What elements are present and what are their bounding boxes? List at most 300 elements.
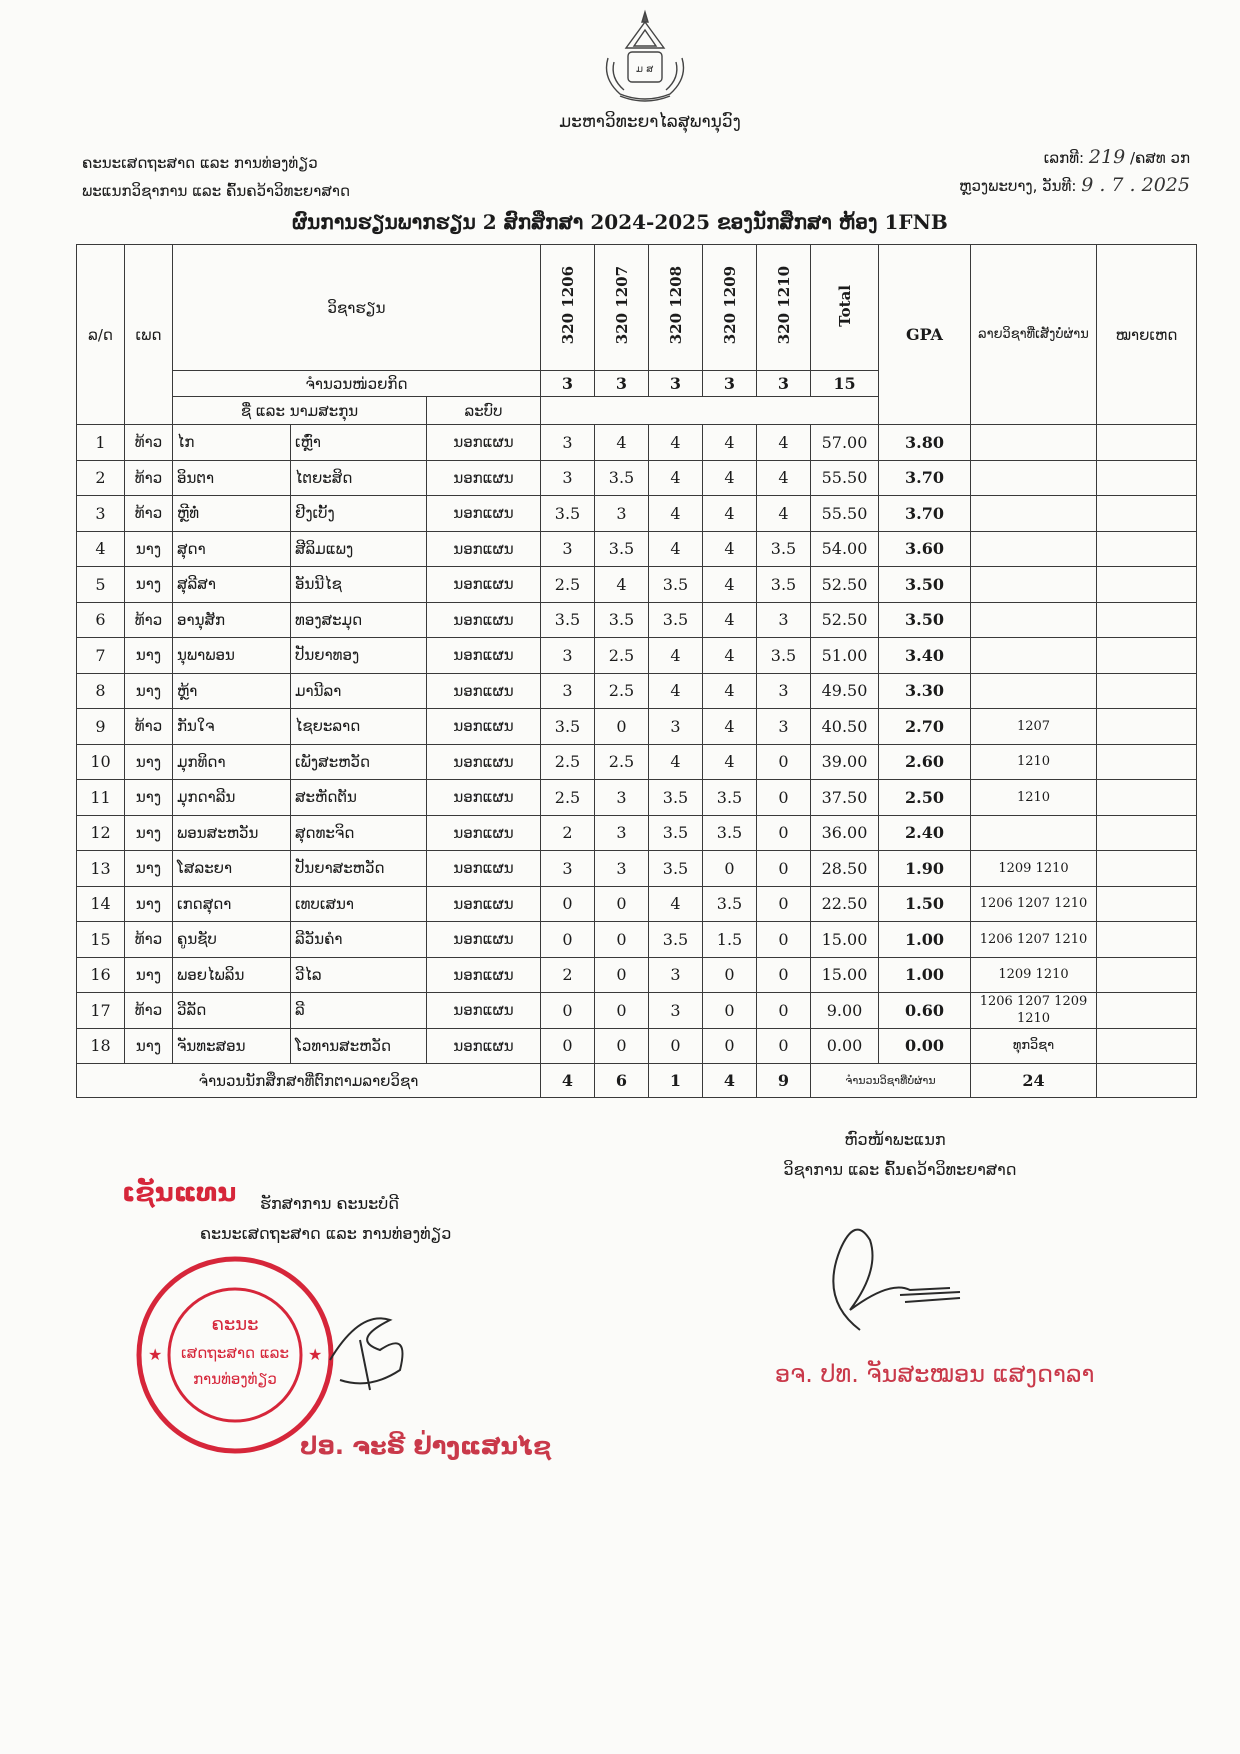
table-row bbox=[77, 815, 1197, 851]
row-grade-4: 4 bbox=[703, 496, 757, 532]
header-blank bbox=[541, 397, 879, 425]
footer-count-4: 4 bbox=[703, 1064, 757, 1098]
row-no: 6 bbox=[77, 602, 125, 638]
row-total: 15.00 bbox=[811, 957, 879, 993]
row-failed-subjects: 1210 bbox=[971, 780, 1097, 816]
row-grade-3: 3 bbox=[649, 957, 703, 993]
row-sex: ທ້າວ bbox=[125, 496, 173, 532]
row-first-name: ໂສລະຍາ bbox=[173, 851, 291, 887]
row-system: ນອກແຜນ bbox=[427, 531, 541, 567]
left-signature bbox=[320, 1300, 430, 1400]
row-remark bbox=[1097, 744, 1197, 780]
row-no: 10 bbox=[77, 744, 125, 780]
university-emblem bbox=[590, 8, 700, 108]
row-sex: ນາງ bbox=[125, 567, 173, 603]
row-grade-2: 3.5 bbox=[595, 602, 649, 638]
row-total: 51.00 bbox=[811, 638, 879, 674]
table-row bbox=[77, 886, 1197, 922]
row-first-name: ມຸກທິດາ bbox=[173, 744, 291, 780]
subject-code-2 bbox=[595, 245, 649, 371]
row-grade-1: 3 bbox=[541, 460, 595, 496]
footer-failed-total: 24 bbox=[971, 1064, 1097, 1098]
credit-total: 15 bbox=[811, 371, 879, 397]
row-grade-5: 3 bbox=[757, 673, 811, 709]
header-total-text: Total bbox=[835, 284, 854, 327]
date-value: 9 . 7 . 2025 bbox=[1081, 174, 1190, 196]
row-last-name: ສະຫັດຕັນ bbox=[291, 780, 427, 816]
row-no: 8 bbox=[77, 673, 125, 709]
table-row bbox=[77, 638, 1197, 674]
row-first-name: ນຸພາພອນ bbox=[173, 638, 291, 674]
row-grade-5: 0 bbox=[757, 957, 811, 993]
right-signature bbox=[810, 1210, 1000, 1340]
row-grade-5: 0 bbox=[757, 815, 811, 851]
row-grade-5: 4 bbox=[757, 496, 811, 532]
row-total: 54.00 bbox=[811, 531, 879, 567]
row-remark bbox=[1097, 815, 1197, 851]
row-remark bbox=[1097, 567, 1197, 603]
row-failed-subjects bbox=[971, 602, 1097, 638]
row-last-name: ມານີລາ bbox=[291, 673, 427, 709]
subject-code-1 bbox=[541, 245, 595, 371]
header-failed-subjects: ລາຍວິຊາທີ່ເສັງບໍ່ຜ່ານ bbox=[971, 245, 1097, 425]
subject-code-5-text: 320 1210 bbox=[774, 266, 793, 345]
table-row bbox=[77, 567, 1197, 603]
row-first-name: ພອນສະຫວັນ bbox=[173, 815, 291, 851]
row-no: 17 bbox=[77, 993, 125, 1029]
row-grade-1: 2.5 bbox=[541, 744, 595, 780]
row-failed-subjects bbox=[971, 496, 1097, 532]
credit-5: 3 bbox=[757, 371, 811, 397]
row-no: 16 bbox=[77, 957, 125, 993]
row-grade-1: 3.5 bbox=[541, 709, 595, 745]
row-grade-3: 4 bbox=[649, 744, 703, 780]
svg-text:★: ★ bbox=[308, 1345, 323, 1364]
row-grade-4: 0 bbox=[703, 1028, 757, 1064]
row-gpa: 3.70 bbox=[879, 460, 971, 496]
row-first-name: ພອຍໄພລິນ bbox=[173, 957, 291, 993]
header-subject: ວິຊາຮຽນ bbox=[173, 245, 541, 371]
table-row bbox=[77, 851, 1197, 887]
row-grade-1: 0 bbox=[541, 886, 595, 922]
row-grade-1: 3 bbox=[541, 638, 595, 674]
row-grade-1: 2 bbox=[541, 815, 595, 851]
row-system: ນອກແຜນ bbox=[427, 567, 541, 603]
row-sex: ທ້າວ bbox=[125, 993, 173, 1029]
row-grade-3: 4 bbox=[649, 673, 703, 709]
emblem-letters: ມ ສ bbox=[636, 64, 654, 75]
row-sex: ນາງ bbox=[125, 744, 173, 780]
row-system: ນອກແຜນ bbox=[427, 602, 541, 638]
row-first-name: ສຸດາ bbox=[173, 531, 291, 567]
row-remark bbox=[1097, 460, 1197, 496]
right-signatory-name: ອຈ. ປທ. ຈັນສະໝອນ ແສງດາລາ bbox=[775, 1360, 1095, 1388]
left-signatory-name: ປອ. ຈະຣີ ຢ່າງແສນໄຊ bbox=[300, 1432, 552, 1460]
row-grade-2: 3 bbox=[595, 851, 649, 887]
row-last-name: ເພັງສະຫວັດ bbox=[291, 744, 427, 780]
row-gpa: 3.60 bbox=[879, 531, 971, 567]
row-no: 3 bbox=[77, 496, 125, 532]
row-failed-subjects bbox=[971, 673, 1097, 709]
row-grade-2: 3.5 bbox=[595, 531, 649, 567]
row-last-name: ທອງສະມຸດ bbox=[291, 602, 427, 638]
credit-4: 3 bbox=[703, 371, 757, 397]
row-remark bbox=[1097, 851, 1197, 887]
row-last-name: ໄຊຍະລາດ bbox=[291, 709, 427, 745]
table-row bbox=[77, 496, 1197, 532]
row-first-name: ຫຼີທໍ່ bbox=[173, 496, 291, 532]
table-row bbox=[77, 460, 1197, 496]
row-system: ນອກແຜນ bbox=[427, 638, 541, 674]
row-gpa: 3.70 bbox=[879, 496, 971, 532]
row-grade-3: 3.5 bbox=[649, 602, 703, 638]
row-first-name: ກັນໃຈ bbox=[173, 709, 291, 745]
row-total: 28.50 bbox=[811, 851, 879, 887]
row-grade-1: 0 bbox=[541, 993, 595, 1029]
row-last-name: ອັນນີໄຊ bbox=[291, 567, 427, 603]
row-system: ນອກແຜນ bbox=[427, 460, 541, 496]
document-title: ຜົນການຮຽນພາກຮຽນ 2 ສົກສຶກສາ 2024-2025 ຂອງນັກສຶກສາ ຫ້ອງ 1FNB bbox=[292, 210, 948, 234]
row-total: 52.50 bbox=[811, 602, 879, 638]
row-gpa: 3.80 bbox=[879, 425, 971, 461]
row-grade-3: 3.5 bbox=[649, 815, 703, 851]
row-gpa: 1.00 bbox=[879, 922, 971, 958]
row-no: 18 bbox=[77, 1028, 125, 1064]
svg-text:ເສດຖະສາດ ແລະ: ເສດຖະສາດ ແລະ bbox=[181, 1344, 289, 1362]
row-system: ນອກແຜນ bbox=[427, 851, 541, 887]
row-grade-3: 0 bbox=[649, 1028, 703, 1064]
table-row bbox=[77, 709, 1197, 745]
row-gpa: 2.50 bbox=[879, 780, 971, 816]
row-sex: ນາງ bbox=[125, 780, 173, 816]
row-sex: ນາງ bbox=[125, 1028, 173, 1064]
row-last-name: ໂວທານສະຫວັດ bbox=[291, 1028, 427, 1064]
row-grade-1: 0 bbox=[541, 922, 595, 958]
svg-text:ຄະນະ: ຄະນະ bbox=[211, 1314, 259, 1335]
row-grade-1: 3 bbox=[541, 851, 595, 887]
row-sex: ນາງ bbox=[125, 886, 173, 922]
row-first-name: ຫຼ້າ bbox=[173, 673, 291, 709]
row-grade-1: 2.5 bbox=[541, 780, 595, 816]
row-grade-1: 3.5 bbox=[541, 496, 595, 532]
row-gpa: 0.60 bbox=[879, 993, 971, 1029]
row-grade-2: 0 bbox=[595, 922, 649, 958]
row-gpa: 0.00 bbox=[879, 1028, 971, 1064]
row-remark bbox=[1097, 496, 1197, 532]
row-gpa: 3.40 bbox=[879, 638, 971, 674]
row-grade-5: 3.5 bbox=[757, 531, 811, 567]
row-remark bbox=[1097, 957, 1197, 993]
row-remark bbox=[1097, 673, 1197, 709]
footer-failed-label: ຈຳນວນວິຊາທີ່ບໍ່ຜ່ານ bbox=[811, 1064, 971, 1098]
row-grade-2: 2.5 bbox=[595, 744, 649, 780]
header-no: ລ/ດ bbox=[77, 245, 125, 425]
row-no: 13 bbox=[77, 851, 125, 887]
subject-code-1-text: 320 1206 bbox=[558, 266, 577, 345]
header-name: ຊື່ ແລະ ນາມສະກຸນ bbox=[173, 397, 427, 425]
footer-count-1: 4 bbox=[541, 1064, 595, 1098]
row-no: 9 bbox=[77, 709, 125, 745]
row-grade-1: 3 bbox=[541, 425, 595, 461]
row-grade-3: 3.5 bbox=[649, 780, 703, 816]
table-row bbox=[77, 425, 1197, 461]
row-grade-5: 0 bbox=[757, 886, 811, 922]
row-failed-subjects: 1206 1207 1210 bbox=[971, 922, 1097, 958]
row-grade-1: 2.5 bbox=[541, 567, 595, 603]
row-no: 4 bbox=[77, 531, 125, 567]
row-remark bbox=[1097, 531, 1197, 567]
document-date bbox=[959, 174, 1190, 196]
row-grade-5: 0 bbox=[757, 1028, 811, 1064]
table-row bbox=[77, 993, 1197, 1029]
row-remark bbox=[1097, 709, 1197, 745]
row-grade-4: 4 bbox=[703, 673, 757, 709]
row-sex: ທ້າວ bbox=[125, 460, 173, 496]
row-total: 52.50 bbox=[811, 567, 879, 603]
row-grade-4: 3.5 bbox=[703, 815, 757, 851]
row-grade-4: 4 bbox=[703, 425, 757, 461]
row-grade-5: 0 bbox=[757, 922, 811, 958]
row-gpa: 3.30 bbox=[879, 673, 971, 709]
row-sex: ນາງ bbox=[125, 638, 173, 674]
row-grade-5: 3.5 bbox=[757, 567, 811, 603]
table-row bbox=[77, 602, 1197, 638]
row-failed-subjects bbox=[971, 460, 1097, 496]
credit-3: 3 bbox=[649, 371, 703, 397]
row-grade-2: 3 bbox=[595, 815, 649, 851]
row-no: 15 bbox=[77, 922, 125, 958]
row-sex: ທ້າວ bbox=[125, 709, 173, 745]
row-gpa: 2.70 bbox=[879, 709, 971, 745]
row-no: 14 bbox=[77, 886, 125, 922]
row-remark bbox=[1097, 886, 1197, 922]
row-first-name: ເກດສຸດາ bbox=[173, 886, 291, 922]
row-grade-4: 3.5 bbox=[703, 886, 757, 922]
row-grade-5: 3 bbox=[757, 602, 811, 638]
subject-code-2-text: 320 1207 bbox=[612, 266, 631, 345]
on-behalf-label: ເຊັນແທນ bbox=[122, 1178, 237, 1208]
row-first-name: ໄກ bbox=[173, 425, 291, 461]
row-sex: ທ້າວ bbox=[125, 602, 173, 638]
row-system: ນອກແຜນ bbox=[427, 496, 541, 532]
row-system: ນອກແຜນ bbox=[427, 709, 541, 745]
row-grade-1: 3 bbox=[541, 673, 595, 709]
row-total: 49.50 bbox=[811, 673, 879, 709]
row-system: ນອກແຜນ bbox=[427, 922, 541, 958]
row-grade-2: 4 bbox=[595, 425, 649, 461]
row-first-name: ວີລັດ bbox=[173, 993, 291, 1029]
row-total: 55.50 bbox=[811, 460, 879, 496]
row-last-name: ຢີງເບັ້ງ bbox=[291, 496, 427, 532]
subject-code-4 bbox=[703, 245, 757, 371]
row-remark bbox=[1097, 638, 1197, 674]
university-name: ມະຫາວິທະຍາໄລສຸພານຸວົງ bbox=[559, 112, 741, 132]
row-grade-3: 3 bbox=[649, 709, 703, 745]
row-last-name: ສຸດທະຈິດ bbox=[291, 815, 427, 851]
department-name: ພະແນກວິຊາການ ແລະ ຄົ້ນຄວ້າວິທະຍາສາດ bbox=[82, 182, 351, 200]
row-system: ນອກແຜນ bbox=[427, 744, 541, 780]
row-gpa: 1.50 bbox=[879, 886, 971, 922]
row-gpa: 2.60 bbox=[879, 744, 971, 780]
row-grade-3: 4 bbox=[649, 886, 703, 922]
row-grade-3: 3 bbox=[649, 993, 703, 1029]
row-failed-subjects: 1209 1210 bbox=[971, 957, 1097, 993]
row-grade-5: 0 bbox=[757, 744, 811, 780]
row-total: 40.50 bbox=[811, 709, 879, 745]
row-grade-5: 3 bbox=[757, 709, 811, 745]
row-grade-2: 3 bbox=[595, 780, 649, 816]
row-grade-4: 4 bbox=[703, 531, 757, 567]
table-row bbox=[77, 673, 1197, 709]
row-first-name: ມຸກດາລີນ bbox=[173, 780, 291, 816]
footer-count-5: 9 bbox=[757, 1064, 811, 1098]
row-last-name: ປັນຍາທອງ bbox=[291, 638, 427, 674]
row-grade-5: 0 bbox=[757, 993, 811, 1029]
credit-2: 3 bbox=[595, 371, 649, 397]
subject-code-4-text: 320 1209 bbox=[720, 266, 739, 345]
row-sex: ນາງ bbox=[125, 851, 173, 887]
row-grade-2: 3.5 bbox=[595, 460, 649, 496]
row-no: 2 bbox=[77, 460, 125, 496]
row-grade-3: 3.5 bbox=[649, 922, 703, 958]
row-grade-2: 0 bbox=[595, 886, 649, 922]
row-sex: ທ້າວ bbox=[125, 922, 173, 958]
row-system: ນອກແຜນ bbox=[427, 886, 541, 922]
row-grade-3: 4 bbox=[649, 531, 703, 567]
row-grade-2: 2.5 bbox=[595, 638, 649, 674]
row-grade-2: 4 bbox=[595, 567, 649, 603]
number-value: 219 bbox=[1088, 146, 1126, 168]
row-grade-5: 4 bbox=[757, 460, 811, 496]
left-signatory-title: ຮັກສາການ ຄະນະບໍດີ bbox=[260, 1194, 400, 1213]
row-remark bbox=[1097, 993, 1197, 1029]
row-system: ນອກແຜນ bbox=[427, 1028, 541, 1064]
row-total: 57.00 bbox=[811, 425, 879, 461]
row-total: 36.00 bbox=[811, 815, 879, 851]
row-no: 7 bbox=[77, 638, 125, 674]
row-system: ນອກແຜນ bbox=[427, 780, 541, 816]
credit-1: 3 bbox=[541, 371, 595, 397]
table-row bbox=[77, 531, 1197, 567]
credits-label: ຈຳນວນໜ່ວຍກິດ bbox=[173, 371, 541, 397]
left-signatory-faculty: ຄະນະເສດຖະສາດ ແລະ ການທ່ອງທ່ຽວ bbox=[200, 1224, 452, 1243]
subject-code-3 bbox=[649, 245, 703, 371]
row-grade-2: 0 bbox=[595, 993, 649, 1029]
document-number bbox=[1044, 146, 1190, 168]
row-grade-3: 4 bbox=[649, 638, 703, 674]
row-first-name: ສຸລີສາ bbox=[173, 567, 291, 603]
faculty-name: ຄະນະເສດຖະສາດ ແລະ ການທ່ອງທ່ຽວ bbox=[82, 154, 318, 172]
row-grade-2: 3 bbox=[595, 496, 649, 532]
row-sex: ນາງ bbox=[125, 957, 173, 993]
row-no: 5 bbox=[77, 567, 125, 603]
row-remark bbox=[1097, 1028, 1197, 1064]
table-row bbox=[77, 1028, 1197, 1064]
row-failed-subjects: 1206 1207 1210 bbox=[971, 886, 1097, 922]
row-failed-subjects bbox=[971, 425, 1097, 461]
row-failed-subjects: 1206 1207 1209 1210 bbox=[971, 993, 1097, 1029]
row-failed-subjects: ທຸກວິຊາ bbox=[971, 1028, 1097, 1064]
row-grade-4: 4 bbox=[703, 602, 757, 638]
grades-table bbox=[76, 244, 1197, 1098]
row-total: 0.00 bbox=[811, 1028, 879, 1064]
row-sex: ນາງ bbox=[125, 815, 173, 851]
row-remark bbox=[1097, 922, 1197, 958]
row-grade-5: 3.5 bbox=[757, 638, 811, 674]
row-grade-4: 0 bbox=[703, 851, 757, 887]
row-grade-1: 2 bbox=[541, 957, 595, 993]
row-grade-3: 4 bbox=[649, 460, 703, 496]
row-total: 9.00 bbox=[811, 993, 879, 1029]
row-remark bbox=[1097, 602, 1197, 638]
footer-count-3: 1 bbox=[649, 1064, 703, 1098]
row-total: 55.50 bbox=[811, 496, 879, 532]
row-first-name: ຄູນຊັບ bbox=[173, 922, 291, 958]
grade-rows bbox=[77, 425, 1197, 1064]
row-last-name: ລີ bbox=[291, 993, 427, 1029]
row-remark bbox=[1097, 780, 1197, 816]
header-sex: ເພດ bbox=[125, 245, 173, 425]
footer-label: ຈຳນວນນັກສຶກສາທີ່ຕົກຕາມລາຍວິຊາ bbox=[77, 1064, 541, 1098]
table-row bbox=[77, 744, 1197, 780]
row-grade-2: 2.5 bbox=[595, 673, 649, 709]
right-signatory-dept: ວິຊາການ ແລະ ຄົ້ນຄວ້າວິທະຍາສາດ bbox=[783, 1160, 1017, 1179]
header-system: ລະບົບ bbox=[427, 397, 541, 425]
row-gpa: 3.50 bbox=[879, 602, 971, 638]
row-total: 22.50 bbox=[811, 886, 879, 922]
row-grade-1: 3 bbox=[541, 531, 595, 567]
footer-count-2: 6 bbox=[595, 1064, 649, 1098]
row-grade-3: 4 bbox=[649, 496, 703, 532]
row-last-name: ປັນຍາສະຫວັດ bbox=[291, 851, 427, 887]
header-remark: ໝາຍເຫດ bbox=[1097, 245, 1197, 425]
row-first-name: ອິນຕາ bbox=[173, 460, 291, 496]
row-sex: ທ້າວ bbox=[125, 425, 173, 461]
row-total: 37.50 bbox=[811, 780, 879, 816]
row-grade-5: 0 bbox=[757, 780, 811, 816]
row-grade-4: 4 bbox=[703, 709, 757, 745]
row-last-name: ວີໄລ bbox=[291, 957, 427, 993]
row-grade-1: 3.5 bbox=[541, 602, 595, 638]
row-failed-subjects bbox=[971, 815, 1097, 851]
row-last-name: ໄຕຍະສິດ bbox=[291, 460, 427, 496]
number-suffix: /ຄສທ ວກ bbox=[1129, 149, 1190, 167]
row-gpa: 1.90 bbox=[879, 851, 971, 887]
row-last-name: ເຫຼົ່າ bbox=[291, 425, 427, 461]
row-grade-2: 0 bbox=[595, 709, 649, 745]
row-sex: ນາງ bbox=[125, 531, 173, 567]
row-system: ນອກແຜນ bbox=[427, 957, 541, 993]
row-last-name: ສີລິມແພງ bbox=[291, 531, 427, 567]
row-total: 15.00 bbox=[811, 922, 879, 958]
row-grade-4: 4 bbox=[703, 744, 757, 780]
table-row bbox=[77, 780, 1197, 816]
row-grade-2: 0 bbox=[595, 1028, 649, 1064]
right-signatory-title: ຫົວໜ້າພະແນກ bbox=[844, 1130, 946, 1149]
row-grade-4: 4 bbox=[703, 460, 757, 496]
row-grade-4: 0 bbox=[703, 957, 757, 993]
row-system: ນອກແຜນ bbox=[427, 815, 541, 851]
row-grade-4: 3.5 bbox=[703, 780, 757, 816]
svg-text:ການທ່ອງທ່ຽວ: ການທ່ອງທ່ຽວ bbox=[193, 1370, 277, 1388]
subject-code-5 bbox=[757, 245, 811, 371]
row-first-name: ຈັນທະສອນ bbox=[173, 1028, 291, 1064]
footer-blank bbox=[1097, 1064, 1197, 1098]
row-grade-4: 4 bbox=[703, 567, 757, 603]
number-label: ເລກທີ: bbox=[1043, 149, 1085, 167]
row-gpa: 3.50 bbox=[879, 567, 971, 603]
row-last-name: ເທບເສນາ bbox=[291, 886, 427, 922]
